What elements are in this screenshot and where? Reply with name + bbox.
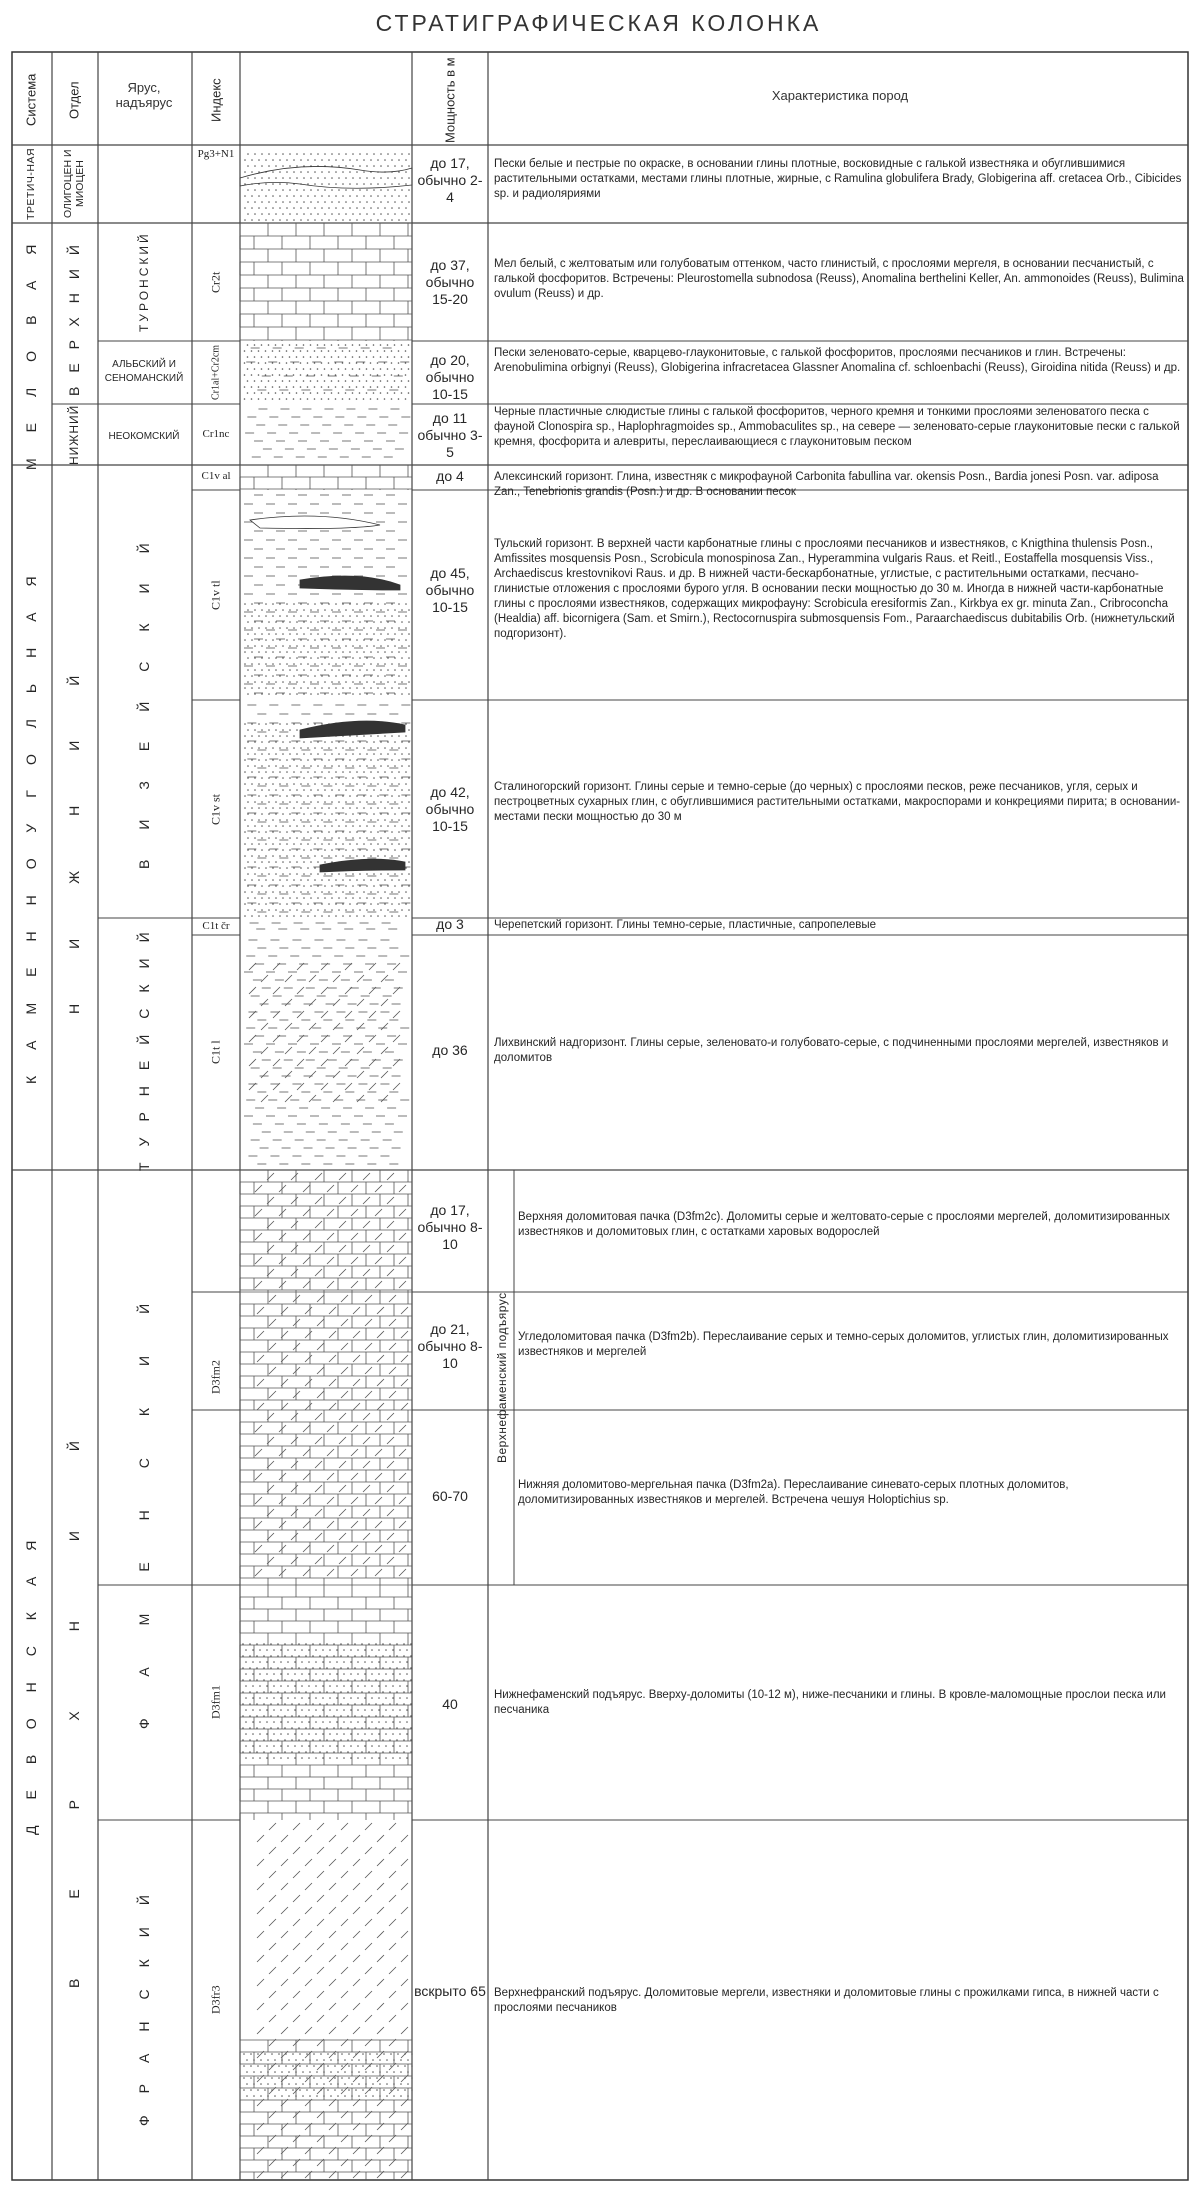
system-carboniferous: КАМЕННОУГОЛЬНАЯ bbox=[23, 550, 39, 1085]
description-turonian: Мел белый, с желтоватым или голубоватым оттенком, часто глинистый, с прослоями мергеля, в основании песчанистый, с галькой фосфоритов. Встречены: Pleurostomella subnodosa (Reuss), Anomalina berthelini Keller, An. ammonoides (Reuss), Bulimina ovulum (Reuss) и др. bbox=[494, 258, 1184, 300]
thickness-neocomian: до 11 обычно 3-5 bbox=[417, 410, 483, 460]
thickness-upper-frasnian: вскрыто 65 bbox=[414, 1983, 486, 1999]
description-neocomian: Черные пластичные слюдистые глины с галькой фосфоритов, черного кремня и тонкими прослоями зеленоватого песка с фауной Clonospira sp., Haplophragmoides sp., Ammobaculites sp., на севере — зеленовато-серые глауконитовые пески с галькой кремня, фосфорита и алевриты, переслаивающиеся с глауконитовым песком bbox=[494, 406, 1180, 448]
lithology-dolomite-upper bbox=[240, 1170, 412, 1292]
department-lower-cretaceous: НИЖНИЙ bbox=[67, 404, 81, 465]
thickness-stalinogorsky: до 42, обычно 10-15 bbox=[425, 784, 475, 834]
index-c1v-st: C1v st bbox=[208, 793, 223, 825]
description-tertiary: Пески белые и пестрые по окраске, в основании глины плотные, восковидные с галькой известняка и обуглившимися растительными остатками, местами глины плотные, жирные, с Ramulina globulifera Brady, Globigerina aff. cretacea Orb., Cibicides sp. и радиоляриями bbox=[494, 158, 1182, 200]
index-cr1al-cr2cm: Cr1al+Cr2cm bbox=[210, 344, 222, 401]
description-aleksinsky: Алексинский горизонт. Глина, известняк с микрофауной Carbonita fabullina var. okensis Posn., Bardia jonesi Posn. var. adiposa Zan., Tenebrionis grandis (Posn.) и др. В основании песок bbox=[494, 471, 1159, 498]
lithology-stalinogorsky bbox=[244, 705, 410, 917]
index-c1v-al: C1v al bbox=[201, 470, 231, 482]
thickness-tertiary: до 17, обычно 2-4 bbox=[417, 155, 483, 205]
department-lower-carboniferous: НИЖНИЙ bbox=[66, 620, 82, 1015]
index-cr1nc: Cr1nc bbox=[202, 428, 230, 440]
header-index: Индекс bbox=[208, 78, 224, 122]
index-d3fr3: D3fr3 bbox=[208, 1985, 223, 2015]
index-pg-n: Pg3+N1 bbox=[197, 148, 235, 160]
thickness-turonian: до 37, обычно 15-20 bbox=[425, 257, 475, 307]
stage-neocomian: НЕОКОМСКИЙ bbox=[108, 431, 180, 442]
thickness-coal-dolomite: до 21, обычно 8-10 bbox=[417, 1321, 483, 1371]
sub-stage-upper-famennian: Верхнефаменский подъярус bbox=[495, 1292, 509, 1463]
thickness-aleksinsky: до 4 bbox=[436, 468, 464, 484]
description-upper-frasnian: Верхнефранский подъярус. Доломитовые мергели, известняки и доломитовые глины с прожилками гипса, в нижней части с прослоями песчаников bbox=[494, 1987, 1159, 2014]
lithology-cherepetsky bbox=[250, 923, 398, 929]
index-c1v-tl: C1v tl bbox=[208, 580, 223, 610]
lithology-dolomite-marl bbox=[240, 1410, 412, 1585]
lithology-tertiary-sand bbox=[240, 153, 412, 221]
header-thickness: Мощность в м bbox=[442, 57, 458, 143]
stage-visean: ВИЗЕЙСКИЙ bbox=[136, 513, 152, 870]
description-stalinogorsky: Сталиногорский горизонт. Глины серые и темно-серые (до черных) с прослоями песков, реже песчаников, угля, серых и пестроцветных сухарных глин, с обуглившимися растительными остатками, макроспорами и конкрециями пирита; в основании-местами пески мощностью до 30 м bbox=[494, 781, 1181, 823]
lithology-coal-dolomite bbox=[240, 1292, 412, 1410]
description-albian: Пески зеленовато-серые, кварцево-глауконитовые, с галькой фосфоритов, прослоями песчаников и глин. Встречены: Arenobulimina orbignyi (Reuss), Globigerina infracretacea Glassner Anomalina cf. schloenbachi (Reuss), Giroidina nitida (Reuss) и др. bbox=[494, 347, 1181, 374]
index-c1t-l: C1t l bbox=[208, 1040, 223, 1065]
lithology-tulsky bbox=[244, 495, 410, 695]
description-coal-dolomite: Угледоломитовая пачка (D3fm2b). Переслаивание серых и темно-серых доломитов, углистых глин, доломитизированных известняков и мергелей bbox=[518, 1331, 1169, 1358]
description-upper-dolomite: Верхняя доломитовая пачка (D3fm2c). Доломиты серые и желтовато-серые с прослоями мергелей, доломитизированных известняков и доломитовых глин, с остатками харовых водорослей bbox=[518, 1211, 1170, 1238]
system-tertiary: ТРЕТИЧ-НАЯ bbox=[25, 147, 37, 221]
stage-turonian: ТУРОНСКИЙ bbox=[137, 231, 151, 333]
description-tulsky: Тульский горизонт. В верхней части карбонатные глины с прослоями песчаников и известняков, с Knigthina thulensis Posn., Amfissites mosquensis Posn., Scrobicula monospinosa Zan., Hyperammina vulgaris Raus. et Reitl., Eostaffella mosquensis Viss., Archaediscus krestovnikovi Raus. и др. В нижней части-бескарбонатные, углистые, с растительными остатками, песчано-глинистые отложения с прослоями бурого угля. В основании пески мощностью до 30 м. Иногда в нижней части-карбонатные глины с прослоями известняков, содержащих микрофауну: Scrobicula eresiformis Zan., Kirkbya ex gr. minuta Zan., Cribroconcha (Healdia) aff. bicornigera (Sam. et Smirn.), Rectocornuspira submosquensis Fom., Paraarchaediscus dubitabilis Orb. (нижнетульский подгоризонт). bbox=[494, 538, 1175, 640]
stage-albian-cenomanian: АЛЬБСКИЙ И СЕНОМАНСКИЙ bbox=[104, 359, 184, 384]
thickness-lower-famennian: 40 bbox=[442, 1696, 458, 1712]
lithology-chalk bbox=[240, 223, 412, 341]
stage-tournaisian: ТУРНЕЙСКИЙ bbox=[136, 916, 152, 1172]
thickness-upper-dolomite: до 17, обычно 8-10 bbox=[417, 1202, 483, 1252]
thickness-lower-dolomite-marl: 60-70 bbox=[432, 1488, 468, 1504]
description-lower-dolomite-marl: Нижняя доломитово-мергельная пачка (D3fm2a). Переслаивание синевато-серых плотных доломитов, доломитизированных известняков и мергелей. Встречена чешуя Holoptichius sp. bbox=[518, 1479, 1069, 1506]
header-system: Система bbox=[23, 73, 39, 127]
lithology-aleksinsky bbox=[240, 465, 412, 490]
index-d3fm2: D3fm2 bbox=[208, 1360, 223, 1395]
thickness-albian: до 20, обычно 10-15 bbox=[425, 352, 475, 402]
index-cr2t: Cr2t bbox=[208, 271, 223, 293]
lithology-frasnian bbox=[240, 1823, 413, 2180]
department-oligocene-miocene: ОЛИГОЦЕН И МИОЦЕН bbox=[62, 149, 86, 219]
header-description: Характеристика пород bbox=[771, 88, 909, 103]
stage-frasnian: ФРАНСКИЙ bbox=[136, 1873, 152, 2127]
thickness-tulsky: до 45, обычно 10-15 bbox=[425, 565, 475, 615]
description-likhvinsky: Лихвинский надгоризонт. Глины серые, зеленовато-и голубовато-серые, с подчиненными прослоями мергелей, известняков и доломитов bbox=[494, 1037, 1169, 1064]
description-lower-famennian: Нижнефаменский подъярус. Вверху-доломиты (10-12 м), ниже-песчаники и глины. В кровле-маломощные прослои песка или песчаника bbox=[494, 1689, 1166, 1716]
index-d3fm1: D3fm1 bbox=[208, 1685, 223, 1720]
description-cherepetsky: Черепетский горизонт. Глины темно-серые, пластичные, сапропелевые bbox=[494, 919, 877, 931]
lithology-likhvinsky bbox=[244, 940, 409, 1164]
thickness-cherepetsky: до 3 bbox=[436, 916, 464, 932]
department-upper-devonian: ВЕРХНИЙ bbox=[66, 1361, 82, 1989]
stage-famennian: ФАМЕНСКИЙ bbox=[136, 1261, 152, 1729]
lithology-green-sand bbox=[244, 344, 410, 400]
department-upper-cretaceous: ВЕРХНИЙ bbox=[66, 231, 82, 396]
thickness-likhvinsky: до 36 bbox=[432, 1042, 468, 1058]
page-title: СТРАТИГРАФИЧЕСКАЯ КОЛОНКА bbox=[375, 10, 822, 36]
index-c1t-cr: C1t čr bbox=[202, 920, 230, 932]
header-department: Отдел bbox=[66, 81, 82, 119]
lithology-black-clay bbox=[245, 409, 410, 457]
system-cretaceous: МЕЛОВАЯ bbox=[23, 218, 39, 470]
system-devonian: ДЕВОНСКАЯ bbox=[23, 1514, 39, 1836]
lithology-lower-famennian bbox=[240, 1585, 412, 1820]
header-stage: Ярус, надъярус bbox=[115, 80, 173, 110]
